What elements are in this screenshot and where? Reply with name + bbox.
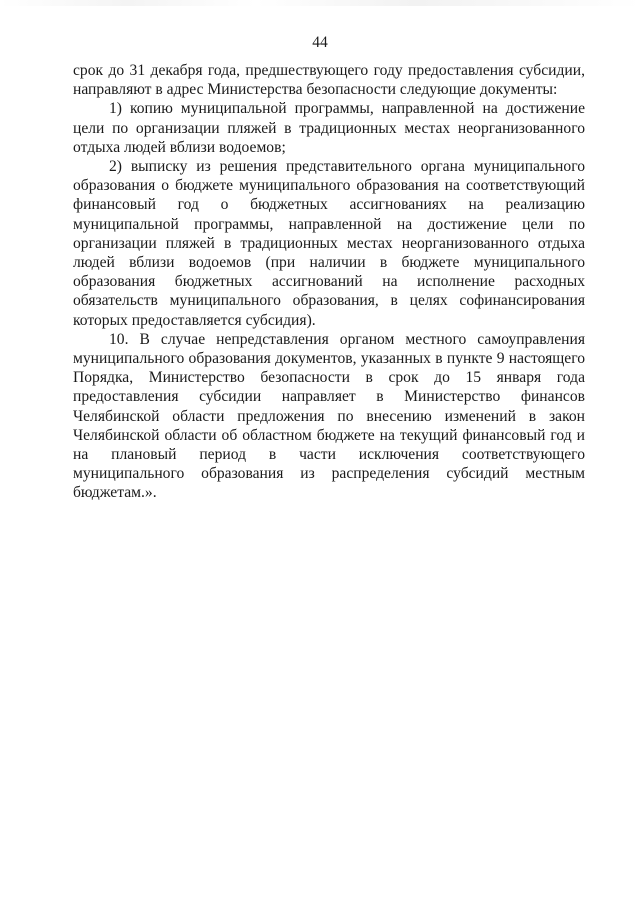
page-number: 44 <box>312 34 328 51</box>
paragraph-continuation: срок до 31 декабря года, предшествующего году предоставления субсидии, направляют в адрес Министерства безопасности следующие документы: <box>73 62 585 99</box>
document-body <box>73 61 585 503</box>
paragraph-point-10: 10. В случае непредставления органом местного самоуправления муниципального образования документов, указанных в пункте 9 настоящего Порядка, Министерство безопасности в срок до 15 января года предоставления субсидии направляет в Министерство финансов Челябинской области предложения по внесению изменений в закон Челябинской области об областном бюджете на текущий финансовый год и на плановый период в части исключения соответствующего муниципального образования из распределения субсидий местным бюджетам.». <box>73 330 585 502</box>
scan-edge <box>0 0 640 6</box>
paragraph-item-1: 1) копию муниципальной программы, направленной на достижение цели по организации пляжей в традиционных местах неорганизованного отдыха людей вблизи водоемов; <box>73 100 585 156</box>
paragraph-item-2: 2) выписку из решения представительного органа муниципального образования о бюджете муниципального образования на соответствующий финансовый год о бюджетных ассигнованиях на реализацию муниципальной программы, направленной на достижение цели по организации пляжей в традиционных местах неорганизованного отдыха людей вблизи водоемов (при наличии в бюджете муниципального образования бюджетных ассигнований на исполнение расходных обязательств муниципального образования, в целях софинансирования которых предоставляется субсидия). <box>73 158 585 329</box>
